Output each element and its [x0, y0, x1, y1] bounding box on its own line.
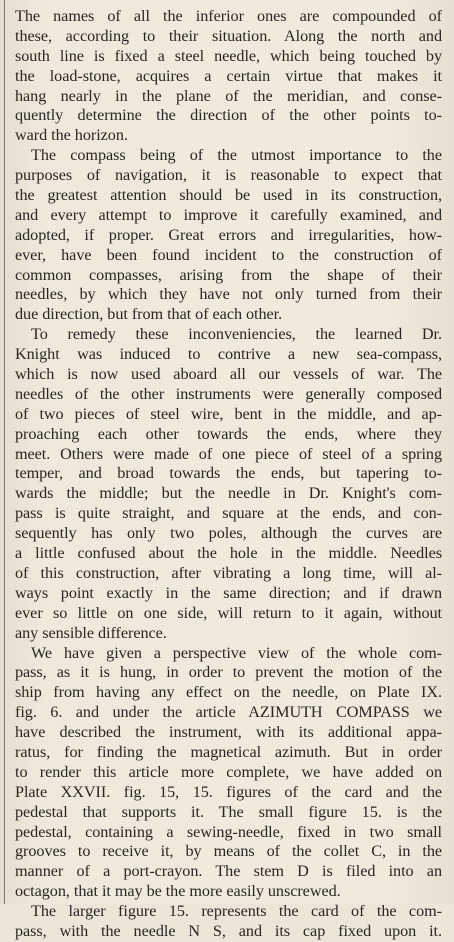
text-line: common compasses, arising from the shape of their	[15, 265, 442, 284]
text-line: fig. 6. and under the article AZIMUTH COMPASS we	[15, 703, 442, 722]
text-line: these, according to their situation. Along the north and	[15, 26, 442, 45]
text-line: ward the horizon.	[15, 126, 128, 145]
text-line: Knight was induced to contrive a new sea-compass,	[15, 345, 442, 364]
text-block	[15, 7, 442, 942]
text-line: south line is fixed a steel needle, which being touched by	[15, 46, 442, 65]
text-line: and every attempt to improve it carefully examined, and	[15, 205, 442, 224]
text-line: ever, have been found incident to the construction of	[15, 245, 442, 264]
text-line: ever so little on one side, will return to it again, without	[15, 603, 442, 622]
text-line: adopted, if proper. Great errors and irregularities, how-	[15, 225, 442, 244]
text-line: have described the instrument, with its additional appa-	[15, 723, 442, 742]
text-line: sequently has only two poles, although the curves are	[15, 524, 442, 543]
text-line: the greatest attention should be used in its construction,	[15, 186, 442, 205]
text-line: pass, with the needle N S, and its cap fixed upon it.	[15, 921, 442, 940]
text-line: proaching each other towards the ends, where they	[15, 424, 442, 443]
text-line: of two pieces of steel wire, bent in the middle, and ap-	[15, 404, 442, 423]
text-line: pass is quite straight, and square at the ends, and con-	[15, 504, 442, 523]
text-line: to render this article more complete, we have added on	[15, 762, 442, 781]
text-line: We have given a perspective view of the whole com-	[31, 643, 442, 662]
text-line: The names of all the inferior ones are compounded of	[15, 7, 442, 25]
text-line: ways point exactly in the same direction; and if drawn	[15, 583, 442, 602]
text-line: pedestal that supports it. The small figure 15. is the	[15, 802, 442, 821]
text-line: which is now used aboard all our vessels of war. The	[15, 365, 442, 384]
text-line: ship from having any effect on the needle, on Plate IX.	[15, 683, 442, 702]
text-line: octagon, that it may be the more easily unscrewed.	[15, 882, 341, 901]
text-line: temper, and broad towards the ends, but tapering to-	[15, 464, 442, 483]
text-line: a little confused about the hole in the middle. Needles	[15, 544, 442, 563]
text-line: The compass being of the utmost importance to the	[31, 146, 442, 165]
text-line: pass, as it is hung, in order to prevent the motion of the	[15, 663, 442, 682]
text-line: meet. Others were made of one piece of steel of a spring	[15, 444, 442, 463]
text-line: The larger figure 15. represents the card of the com-	[31, 902, 442, 921]
text-line: grooves to receive it, by means of the collet C, in the	[15, 842, 442, 861]
text-line: purposes of navigation, it is reasonable to expect that	[15, 166, 442, 185]
text-line: pedestal, containing a sewing-needle, fixed in two small	[15, 822, 442, 841]
text-line: needles, by which they have not only turned from their	[15, 285, 442, 304]
text-line: of this construction, after vibrating a long time, will al-	[15, 563, 442, 582]
text-line: manner of a port-crayon. The stem D is filed into an	[15, 862, 442, 881]
text-line: Plate XXVII. fig. 15, 15. figures of the card and the	[15, 782, 442, 801]
column-rule	[4, 0, 5, 904]
text-line: needles of the other instruments were generally composed	[15, 384, 442, 403]
text-line: any sensible difference.	[15, 623, 167, 642]
text-line: the load-stone, acquires a certain virtue that makes it	[15, 66, 442, 85]
text-line: hang nearly in the plane of the meridian, and conse-	[15, 86, 442, 105]
text-line: To remedy these inconveniencies, the learned Dr.	[31, 325, 442, 344]
text-line: due direction, but from that of each other.	[15, 305, 283, 324]
text-line: wards the middle; but the needle in Dr. Knight's com-	[15, 484, 442, 503]
text-line: ratus, for finding the magnetical azimuth. But in order	[15, 742, 442, 761]
text-line: quently determine the direction of the other points to-	[15, 106, 442, 125]
